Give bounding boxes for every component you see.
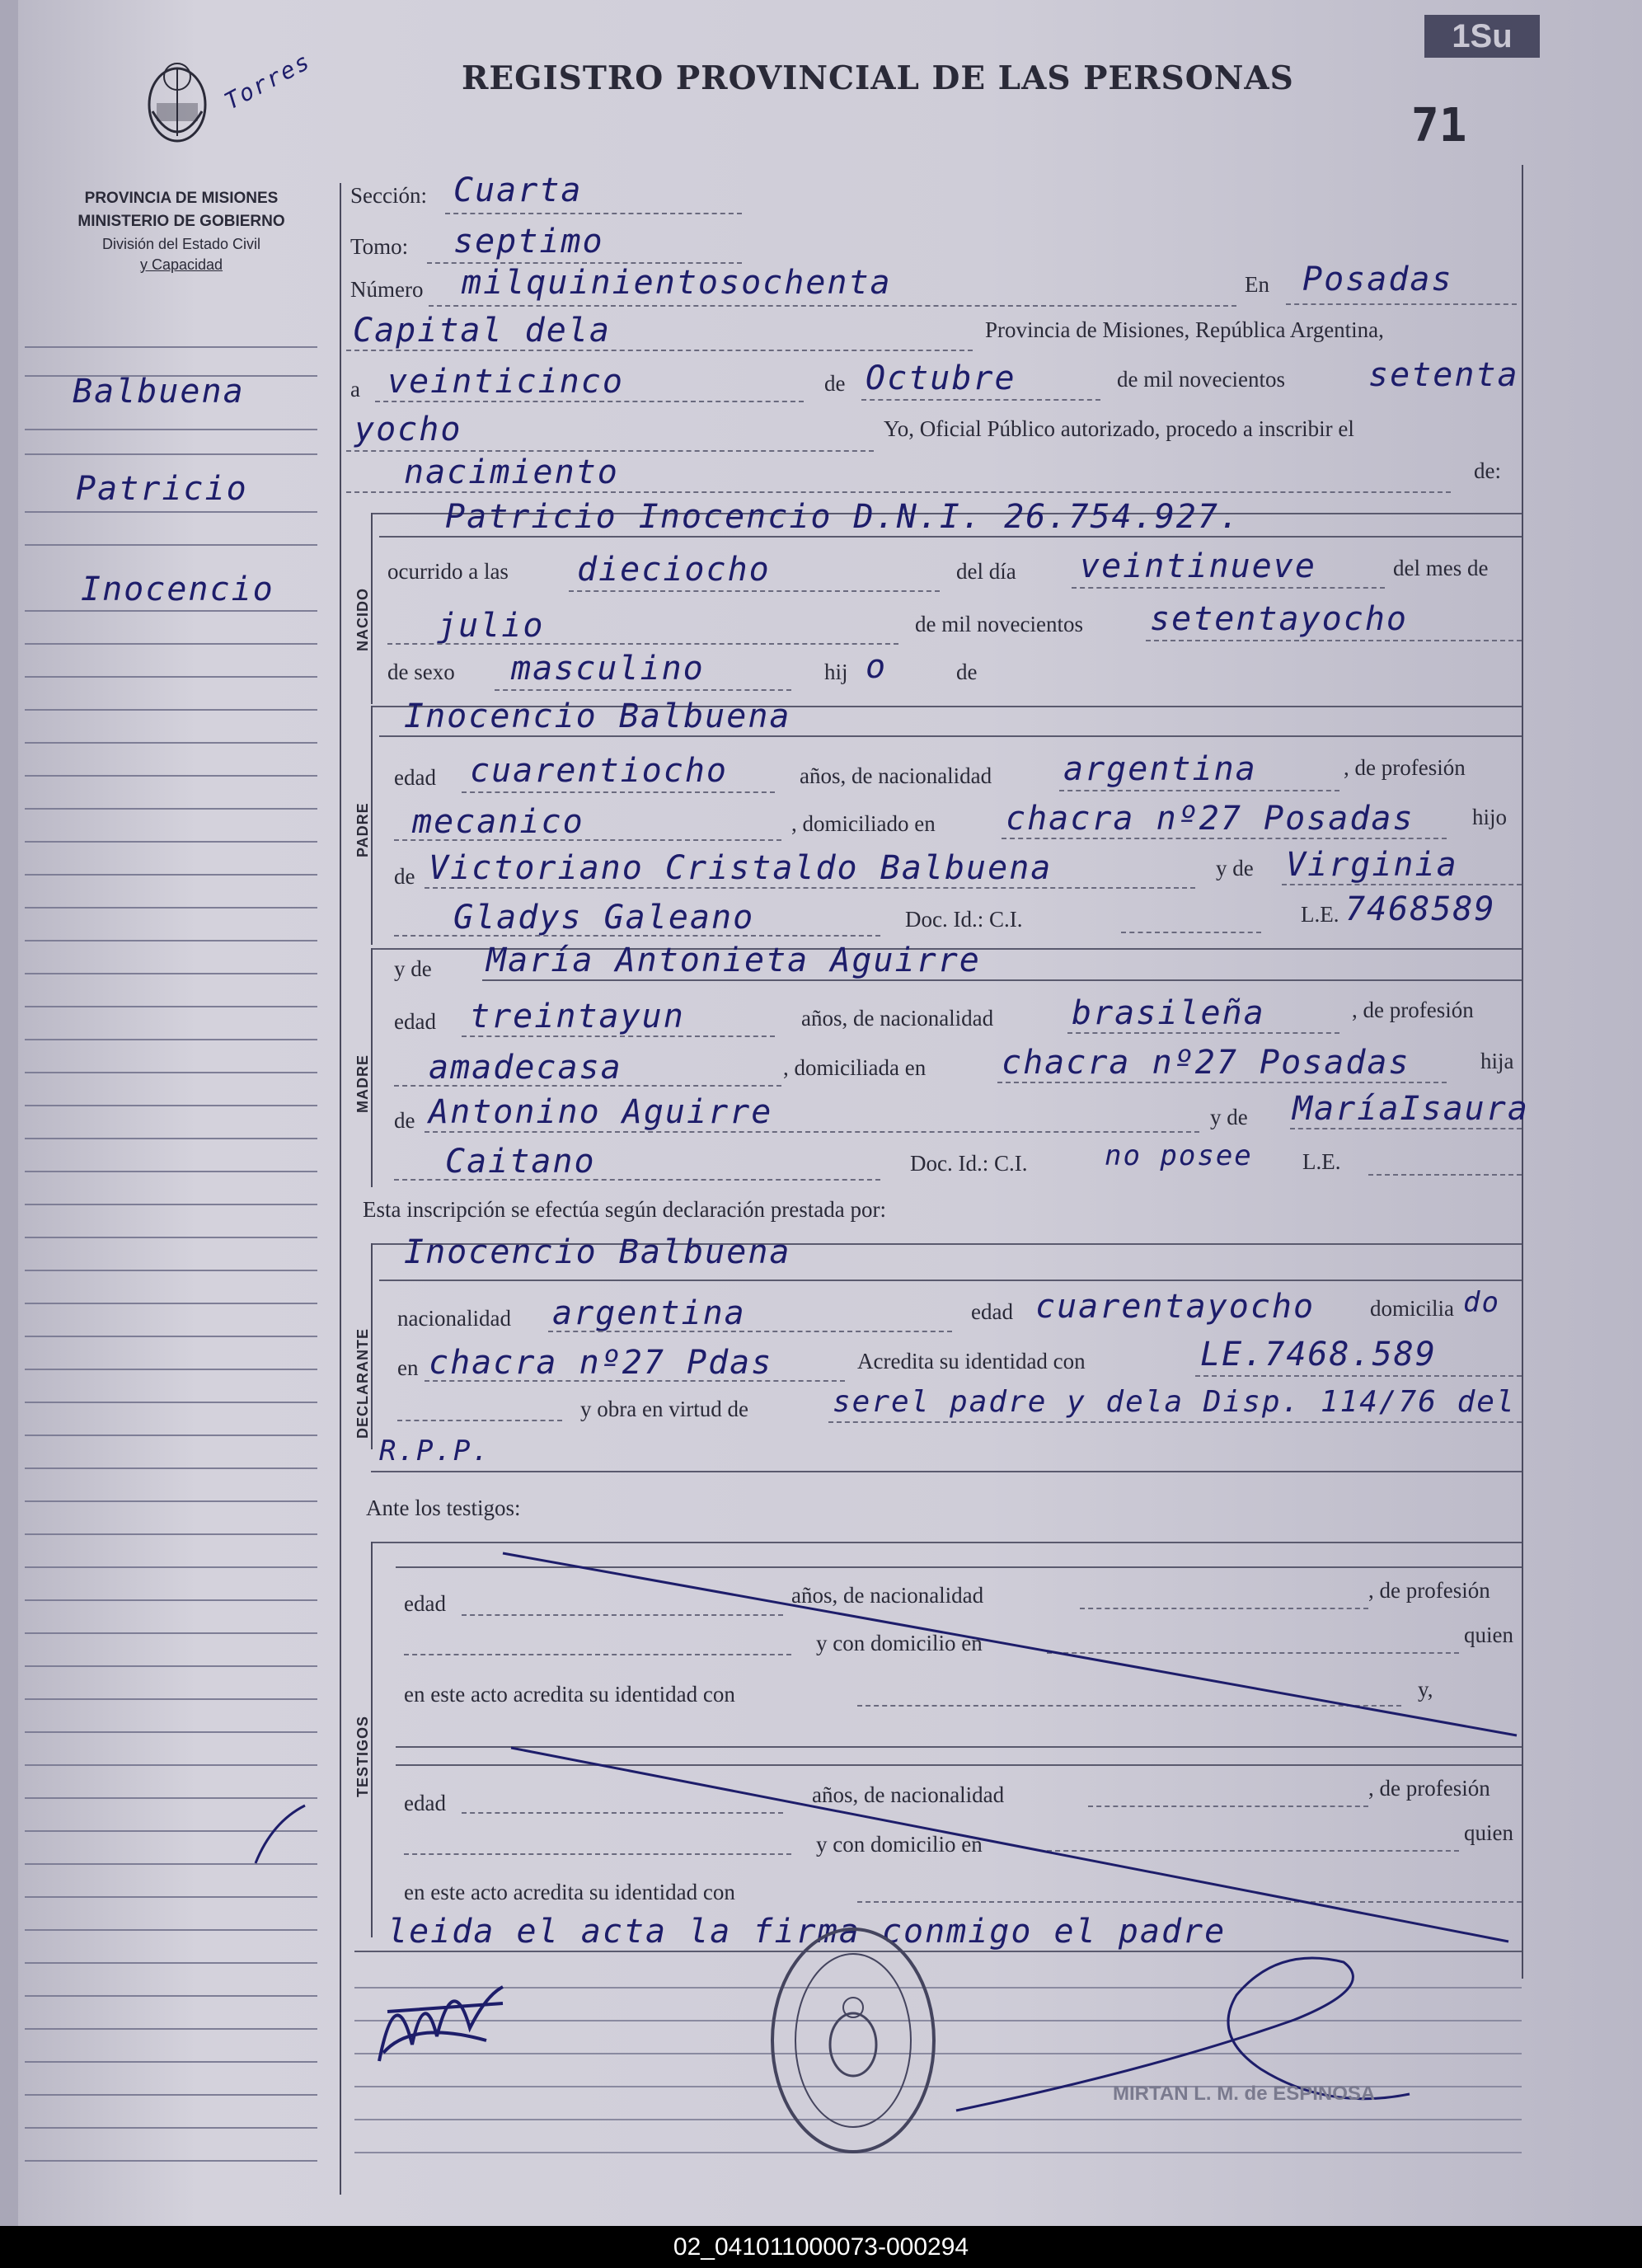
corner-stamp: 1Su xyxy=(1424,15,1540,58)
madre-dom-label: , domiciliada en xyxy=(783,1055,927,1080)
coat-of-arms-icon xyxy=(132,54,223,153)
declarante-acredita-label: Acredita su identidad con xyxy=(857,1349,1086,1373)
padre-domicilio: chacra nº27 Posadas xyxy=(1006,800,1414,838)
acto-value: nacimiento xyxy=(404,453,619,491)
padre-nacionalidad: argentina xyxy=(1063,750,1257,788)
padre-hijo-label: hijo xyxy=(1472,805,1508,829)
declarante-domic-label: domicilia xyxy=(1370,1296,1454,1321)
closing-text: leida el acta la firma conmigo el padre xyxy=(387,1913,1227,1951)
madre-madre-de-2: Caitano xyxy=(445,1143,596,1181)
signature-scrawl-icon xyxy=(948,1946,1443,2135)
dia-value: veinticinco xyxy=(387,363,624,401)
padre-dom-label: , domiciliado en xyxy=(791,811,936,836)
declarante-domic-suffix: do xyxy=(1463,1286,1500,1319)
coat-note: Torres xyxy=(219,47,316,115)
nacido-mil-label: de mil novecientos xyxy=(915,612,1083,636)
madre-le-label: L.E. xyxy=(1302,1149,1341,1174)
anio-value-b: yocho xyxy=(354,411,462,448)
padre-le-label: L.E. xyxy=(1301,902,1339,927)
madre-doc-label: Doc. Id.: C.I. xyxy=(910,1151,1028,1176)
margin-surname: Balbuena xyxy=(73,373,245,411)
testigo2-dom-label: y con domicilio en xyxy=(816,1832,983,1857)
testigo1-edad-label: edad xyxy=(404,1591,446,1616)
madre-de-label: de xyxy=(394,1108,415,1133)
page-title: REGISTRO PROVINCIAL DE LAS PERSONAS xyxy=(462,59,1294,97)
hora-value: dieciocho xyxy=(577,551,771,589)
mil-text: de mil novecientos xyxy=(1117,367,1285,392)
hij-value: o xyxy=(866,648,888,686)
testigo2-acredita-label: en este acto acredita su identidad con xyxy=(404,1880,735,1904)
padre-padre-de: Victoriano Cristaldo Balbuena xyxy=(429,849,1053,887)
madre-ci-value: no posee xyxy=(1105,1139,1253,1172)
nacido-mes-value: julio xyxy=(437,607,545,645)
tomo-label: Tomo: xyxy=(350,234,409,259)
yo-text: Yo, Oficial Público autorizado, procedo a inscribir el xyxy=(884,416,1354,441)
padre-madre-de: Virginia xyxy=(1286,846,1458,884)
declarante-nombre: Inocencio Balbuena xyxy=(404,1233,791,1271)
padre-profesion: mecanico xyxy=(412,803,584,841)
testigo2-nac-label: años, de nacionalidad xyxy=(812,1782,1005,1807)
seccion-label: Sección: xyxy=(350,183,427,208)
declarante-domicilio: chacra nº27 Pdas xyxy=(429,1344,773,1382)
madre-edad-value: treintayun xyxy=(470,998,685,1035)
testigo2-prof-label: , de profesión xyxy=(1368,1776,1490,1801)
padre-madre-de-2: Gladys Galeano xyxy=(453,899,755,937)
testigo1-acredita-label: en este acto acredita su identidad con xyxy=(404,1682,735,1707)
madre-y-de-label: y de xyxy=(394,956,432,981)
padre-edad-value: cuarentiocho xyxy=(470,752,728,790)
sexo-label: de sexo xyxy=(387,660,455,684)
page-number: 71 xyxy=(1411,99,1467,153)
madre-nombre: María Antonieta Aguirre xyxy=(486,941,981,979)
testigos-intro: Ante los testigos: xyxy=(366,1496,521,1520)
testigo1-y-label: y, xyxy=(1418,1677,1433,1702)
testigo1-prof-label: , de profesión xyxy=(1368,1578,1490,1603)
declarante-en-label: en xyxy=(397,1355,419,1380)
del-mes-label: del mes de xyxy=(1393,556,1489,580)
testigo1-dom-label: y con domicilio en xyxy=(816,1631,983,1655)
padre-nombre: Inocencio Balbuena xyxy=(404,697,791,735)
nacido-nombre: Patricio Inocencio D.N.I. 26.754.927. xyxy=(445,498,1241,536)
numero-label: Número xyxy=(350,277,424,302)
capital-value: Capital dela xyxy=(353,312,611,350)
declarante-documento: LE.7468.589 xyxy=(1200,1336,1437,1373)
a-label: a xyxy=(350,377,360,401)
padre-le-value: 7468589 xyxy=(1345,890,1496,928)
madre-y-de-label-2: y de xyxy=(1210,1105,1248,1129)
nacido-de-label: de xyxy=(956,660,978,684)
padre-nac-label: años, de nacionalidad xyxy=(800,763,992,788)
numero-value: milquinientosochenta xyxy=(462,264,892,302)
padre-prof-label: , de profesión xyxy=(1344,755,1466,780)
org-line: MINISTERIO DE GOBIERNO xyxy=(77,213,285,230)
declarante-edad-label: edad xyxy=(971,1299,1013,1324)
image-caption: 02_041011000073-000294 xyxy=(0,2226,1642,2268)
de-colon: de: xyxy=(1474,458,1501,483)
org-line: y Capacidad xyxy=(139,256,223,273)
del-dia-label: del día xyxy=(956,559,1016,584)
declarante-obra-label: y obra en virtud de xyxy=(580,1397,748,1421)
declarante-nac-label: nacionalidad xyxy=(397,1306,511,1331)
madre-nacionalidad: brasileña xyxy=(1072,994,1265,1032)
signature-icon xyxy=(363,1962,528,2078)
madre-padre-de: Antonino Aguirre xyxy=(429,1093,773,1131)
nacido-dia-value: veintinueve xyxy=(1080,547,1316,585)
org-header xyxy=(33,190,330,274)
margin-name-1: Patricio xyxy=(76,470,248,508)
de-label: de xyxy=(824,371,846,396)
nacido-anio-value: setentayocho xyxy=(1150,600,1408,638)
binding-edge xyxy=(0,0,18,2226)
provincia-text: Provincia de Misiones, República Argentina, xyxy=(985,317,1384,342)
mes-value: Octubre xyxy=(866,359,1016,397)
seccion-value: Cuarta xyxy=(453,171,583,209)
madre-domicilio: chacra nº27 Posadas xyxy=(1002,1044,1410,1082)
margin-mark xyxy=(247,1797,313,1871)
anio-value-a: setenta xyxy=(1368,356,1519,394)
padre-doc-label: Doc. Id.: C.I. xyxy=(905,907,1023,932)
padre-y-de-label: y de xyxy=(1216,856,1254,880)
en-value: Posadas xyxy=(1302,261,1453,298)
ocurrido-label: ocurrido a las xyxy=(387,559,509,584)
en-label: En xyxy=(1245,272,1269,297)
declarante-intro: Esta inscripción se efectúa según declaración prestada por: xyxy=(363,1197,886,1222)
org-line: PROVINCIA DE MISIONES xyxy=(84,190,279,207)
nacido-side-label: NACIDO xyxy=(354,588,371,651)
madre-madre-de: MaríaIsaura xyxy=(1292,1090,1529,1128)
testigo2-edad-label: edad xyxy=(404,1791,446,1815)
padre-de-label: de xyxy=(394,864,415,889)
declarante-virtud: serel padre y dela Disp. 114/76 del xyxy=(833,1385,1516,1419)
padre-side-label: PADRE xyxy=(354,802,371,857)
testigos-side-label: TESTIGOS xyxy=(354,1715,371,1797)
madre-edad-label: edad xyxy=(394,1009,436,1034)
madre-prof-label: , de profesión xyxy=(1352,998,1474,1022)
testigo1-nac-label: años, de nacionalidad xyxy=(791,1583,984,1608)
official-seal-icon xyxy=(767,1921,940,2160)
org-line: División del Estado Civil xyxy=(101,236,261,252)
testigo2-quien-label: quien xyxy=(1464,1820,1513,1845)
hij-label: hij xyxy=(824,660,848,684)
declarante-virtud-2: R.P.P. xyxy=(379,1435,490,1467)
sexo-value: masculino xyxy=(511,650,705,688)
madre-nac-label: años, de nacionalidad xyxy=(801,1006,994,1031)
margin-name-2: Inocencio xyxy=(81,571,274,608)
tomo-value: septimo xyxy=(453,223,604,261)
madre-side-label: MADRE xyxy=(354,1054,371,1113)
padre-edad-label: edad xyxy=(394,765,436,790)
testigo1-quien-label: quien xyxy=(1464,1622,1513,1647)
declarante-edad-value: cuarentayocho xyxy=(1035,1288,1316,1326)
declarante-nacionalidad: argentina xyxy=(552,1294,746,1332)
official-name-stamp: MIRTAN L. M. de ESPINOSA xyxy=(1113,2083,1376,2105)
madre-hija-label: hija xyxy=(1480,1049,1514,1073)
crossout-strokes xyxy=(495,1542,1525,1954)
madre-profesion: amadecasa xyxy=(429,1049,622,1087)
declarante-side-label: DECLARANTE xyxy=(354,1328,371,1439)
main-frame-left xyxy=(340,183,341,2195)
